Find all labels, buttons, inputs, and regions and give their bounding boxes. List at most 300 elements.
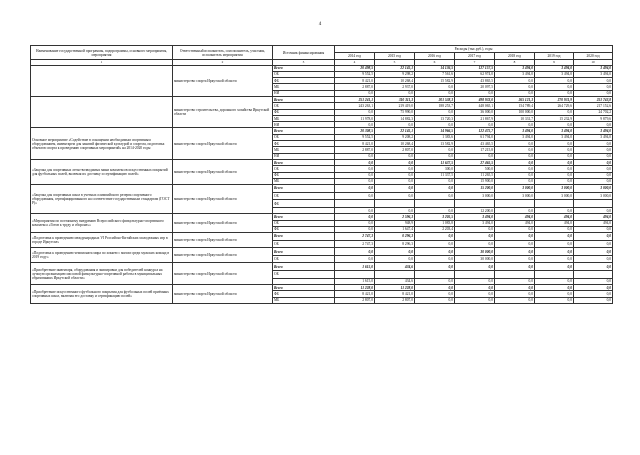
amount-cell: 0,0 — [535, 159, 574, 165]
column-number: 7 — [455, 60, 495, 66]
amount-cell: 0,0 — [495, 291, 535, 297]
amount-cell: 15 232,9 — [535, 115, 574, 121]
program-name-cell: «Подготовка к проведению чемпионата мира по хоккею с мячом среди мужских команд в 2019 году» — [31, 248, 173, 263]
amount-cell: 0,0 — [535, 263, 574, 271]
funding-source-cell: Всего — [273, 159, 335, 165]
amount-cell: 494,0 — [495, 220, 535, 226]
funding-source-cell: ФБ — [273, 172, 335, 178]
amount-cell: 9 298,2 — [375, 71, 415, 77]
amount-cell: 11 228,0 — [335, 284, 375, 290]
amount-cell: 0,0 — [574, 291, 613, 297]
amount-cell: 0,0 — [574, 255, 613, 263]
amount-cell: 494,0 — [535, 214, 574, 220]
amount-cell: 3 494,0 — [495, 71, 535, 77]
amount-cell: 61 794,0 — [455, 134, 495, 140]
amount-cell: 0,0 — [495, 122, 535, 128]
funding-source-cell: Всего — [273, 233, 335, 241]
funding-source-cell: Всего — [273, 65, 335, 71]
amount-cell: 0,0 — [574, 178, 613, 184]
amount-cell: 0,0 — [495, 166, 535, 172]
amount-cell: 0,0 — [535, 297, 574, 303]
amount-cell: 21 867,9 — [455, 115, 495, 121]
amount-cell: 0,0 — [574, 278, 613, 284]
amount-cell: 3 494,0 — [455, 220, 495, 226]
amount-cell: 3 494,0 — [574, 65, 613, 71]
amount-cell — [574, 271, 613, 279]
funding-source-cell: ОБ — [273, 103, 335, 109]
executor-cell: министерство спорта Иркутской области — [173, 263, 273, 284]
amount-cell: 0,0 — [335, 90, 375, 96]
amount-cell: 494,0 — [495, 214, 535, 220]
amount-cell: 0,0 — [574, 172, 613, 178]
amount-cell: 13 582,9 — [415, 141, 455, 147]
column-number: 1 — [31, 60, 173, 66]
amount-cell: 0,0 — [375, 192, 415, 200]
column-number: 3 — [273, 60, 335, 66]
amount-cell: 9 208,2 — [375, 134, 415, 140]
table-row — [31, 263, 613, 271]
amount-cell: 0,0 — [574, 284, 613, 290]
amount-cell: 0,0 — [335, 178, 375, 184]
amount-cell: 0,0 — [495, 159, 535, 165]
amount-cell: 0,0 — [335, 185, 375, 193]
amount-cell — [455, 200, 495, 208]
amount-cell: 100 000,0 — [495, 109, 535, 115]
amount-cell: 62 974,0 — [455, 71, 495, 77]
amount-cell: 0,0 — [495, 263, 535, 271]
amount-cell: 0,0 — [574, 240, 613, 248]
amount-cell: 251 241,1 — [335, 96, 375, 102]
amount-cell: 0,0 — [535, 78, 574, 84]
column-number: 9 — [535, 60, 574, 66]
amount-cell: 0,0 — [535, 255, 574, 263]
amount-cell: 24 702,2 — [574, 109, 613, 115]
amount-cell: 0,0 — [535, 90, 574, 96]
amount-cell: 14 136,5 — [415, 65, 455, 71]
amount-cell: 0,0 — [375, 122, 415, 128]
amount-cell: 243 263,1 — [335, 103, 375, 109]
table-row — [31, 233, 613, 241]
amount-cell: 3 205,5 — [415, 214, 455, 220]
amount-cell: 3 000,0 — [495, 185, 535, 193]
amount-cell: 15 200,0 — [455, 185, 495, 193]
funding-source-cell: ФБ — [273, 291, 335, 297]
amount-cell: 0,0 — [335, 172, 375, 178]
amount-cell: 43 465,5 — [455, 141, 495, 147]
amount-cell: 0,0 — [455, 297, 495, 303]
executor-cell: министерство спорта Иркутской области — [173, 248, 273, 263]
amount-cell: 0,0 — [535, 291, 574, 297]
amount-cell: 0,0 — [335, 214, 375, 220]
amount-cell: 0,0 — [495, 226, 535, 232]
amount-cell: 0,0 — [535, 178, 574, 184]
table-row — [31, 185, 613, 193]
funding-source-cell: Всего — [273, 214, 335, 220]
amount-cell: 0,0 — [415, 248, 455, 256]
amount-cell: 0,0 — [574, 226, 613, 232]
amount-cell: 0,0 — [535, 284, 574, 290]
amount-cell: 8 296,3 — [375, 240, 415, 248]
header-year: 2016 год — [415, 53, 455, 60]
amount-cell: 494,0 — [535, 220, 574, 226]
funding-source-cell: ОБ — [273, 255, 335, 263]
header-year: 2015 год — [375, 53, 415, 60]
amount-cell: 1 615,0 — [335, 278, 375, 284]
amount-cell: 20 097,5 — [455, 84, 495, 90]
amount-cell: 300,0 — [415, 166, 455, 172]
amount-cell: 0,0 — [335, 192, 375, 200]
amount-cell: 0,0 — [574, 248, 613, 256]
funding-source-cell: МБ — [273, 178, 335, 184]
funding-source-cell: ОБ — [273, 71, 335, 77]
amount-cell: 3 000,0 — [535, 185, 574, 193]
amount-cell: 0,0 — [415, 185, 455, 193]
amount-cell: 0,0 — [574, 263, 613, 271]
amount-cell: 0,0 — [415, 84, 455, 90]
amount-cell: 0,0 — [535, 233, 574, 241]
amount-cell: 0,0 — [455, 90, 495, 96]
amount-cell: 0,0 — [415, 153, 455, 159]
amount-cell: 30 000,0 — [455, 248, 495, 256]
amount-cell: 3 494,0 — [535, 134, 574, 140]
amount-cell: 2 807,0 — [375, 147, 415, 153]
amount-cell: 0,0 — [455, 240, 495, 248]
amount-cell: 20 308,5 — [335, 128, 375, 134]
amount-cell: 0,0 — [455, 233, 495, 241]
amount-cell — [335, 200, 375, 208]
amount-cell: 127 157,5 — [455, 65, 495, 71]
amount-cell: 17 215,8 — [455, 147, 495, 153]
amount-cell: 0,0 — [335, 122, 375, 128]
amount-cell: 0,0 — [415, 147, 455, 153]
amount-cell: 0,0 — [495, 84, 535, 90]
program-name-cell: «Приобретение инвентаря, оборудования и экипировки для победителей конкурса на лучшую организацию массовой физкультурно-спортивной работы в муниципальных образованиях Иркутской области» — [31, 263, 173, 284]
funding-source-cell: ОБ — [273, 166, 335, 172]
funding-source-cell: МБ — [273, 84, 335, 90]
program-name-cell: Основное мероприятие «Содействие в оснащении необходимым спортивным оборудованием, инвентарем для занятий физической культурой и спортом, подготовка объектов спорта к проведению спортивных мероприятий» на 2014-2020 годы — [31, 128, 173, 159]
header-year: 2014 год — [335, 53, 375, 60]
amount-cell: 8 421,0 — [335, 141, 375, 147]
amount-cell: 3 494,0 — [535, 65, 574, 71]
amount-cell: 13 720,3 — [415, 115, 455, 121]
header-year: 2020 год — [574, 53, 613, 60]
amount-cell: 3 494,0 — [574, 134, 613, 140]
amount-cell: 0,0 — [574, 147, 613, 153]
amount-cell: 14 882,3 — [375, 115, 415, 121]
amount-cell: 0,0 — [455, 263, 495, 271]
amount-cell: 3 494,0 — [495, 134, 535, 140]
amount-cell: 434,6 — [375, 278, 415, 284]
amount-cell — [335, 271, 375, 279]
funding-source-cell: МБ — [273, 147, 335, 153]
amount-cell: 8 421,0 — [375, 291, 415, 297]
amount-cell: 0,0 — [335, 159, 375, 165]
amount-cell: 0,0 — [535, 278, 574, 284]
amount-cell: 0,0 — [574, 141, 613, 147]
header-year: 2018 год — [495, 53, 535, 60]
funding-source-cell: ОБ — [273, 134, 335, 140]
column-number: 6 — [415, 60, 455, 66]
amount-cell: 0,0 — [495, 90, 535, 96]
amount-cell — [495, 271, 535, 279]
amount-cell: 3 000,0 — [535, 192, 574, 200]
executor-cell: министерство строительства, дорожного хозяйства Иркутской области — [173, 96, 273, 127]
amount-cell: 0,0 — [415, 240, 455, 248]
amount-cell: 264 729,6 — [535, 103, 574, 109]
amount-cell: 0,0 — [335, 220, 375, 226]
amount-cell: 0,0 — [535, 141, 574, 147]
column-number: 8 — [495, 60, 535, 66]
amount-cell: 3 000,0 — [574, 192, 613, 200]
funding-source-cell: ФБ — [273, 200, 335, 208]
amount-cell: 0,0 — [535, 147, 574, 153]
amount-cell: 2 807,0 — [335, 297, 375, 303]
amount-cell: 0,0 — [574, 122, 613, 128]
program-name-cell — [31, 65, 173, 96]
amount-cell: 2 937,0 — [375, 84, 415, 90]
amount-cell: 3 000,0 — [455, 192, 495, 200]
funding-source-cell: Всего — [273, 128, 335, 134]
amount-cell: 265 121,3 — [495, 96, 535, 102]
amount-cell: 8 421,0 — [335, 291, 375, 297]
amount-cell: 0,0 — [455, 278, 495, 284]
amount-cell: 201 538,3 — [415, 96, 455, 102]
executor-cell: министерство спорта Иркутской области — [173, 159, 273, 184]
amount-cell: 0,0 — [375, 178, 415, 184]
amount-cell: 0,0 — [535, 248, 574, 256]
amount-cell: 2 807,0 — [375, 297, 415, 303]
amount-cell: 0,0 — [535, 226, 574, 232]
amount-cell: 0,0 — [335, 255, 375, 263]
program-name-cell: «Закупка для спортивных легко-возводимых мини комплексов искусственных покрытий для футбольных полей, включая их доставку и сертификацию полей» — [31, 159, 173, 184]
amount-cell: 0,0 — [495, 284, 535, 290]
amount-cell: 0 296,3 — [375, 233, 415, 241]
amount-cell: 0,0 — [415, 255, 455, 263]
amount-cell: 0,0 — [495, 248, 535, 256]
amount-cell: 22 145,1 — [375, 128, 415, 134]
amount-cell: 310 311,3 — [375, 96, 415, 102]
funding-source-cell: ОБ — [273, 271, 335, 279]
amount-cell: 0,0 — [495, 141, 535, 147]
amount-cell: 1 383,6 — [415, 134, 455, 140]
amount-cell: 0,0 — [415, 263, 455, 271]
amount-cell: 0,0 — [375, 255, 415, 263]
amount-cell: 0,0 — [495, 278, 535, 284]
amount-cell: 15 900,0 — [455, 178, 495, 184]
amount-cell: 0,0 — [335, 166, 375, 172]
amount-cell: 0,0 — [574, 153, 613, 159]
amount-cell: 122 475,7 — [455, 128, 495, 134]
amount-cell: 15 582,9 — [415, 78, 455, 84]
amount-cell: 948,9 — [375, 220, 415, 226]
amount-cell: 0,0 — [335, 109, 375, 115]
amount-cell: 0,0 — [495, 255, 535, 263]
funding-source-cell: ФБ — [273, 141, 335, 147]
amount-cell: 14 966,5 — [415, 128, 455, 134]
amount-cell: 3 000,0 — [574, 185, 613, 193]
amount-cell: 0,0 — [495, 233, 535, 241]
amount-cell: 0,0 — [535, 172, 574, 178]
amount-cell: 3 494,0 — [535, 71, 574, 77]
amount-cell: 0,0 — [375, 166, 415, 172]
amount-cell: 36 000,0 — [455, 109, 495, 115]
amount-cell: 0,0 — [375, 153, 415, 159]
amount-cell: 11 265,5 — [455, 172, 495, 178]
funding-source-cell: МБ — [273, 115, 335, 121]
amount-cell: 2 887,0 — [335, 84, 375, 90]
amount-cell: 0,0 — [495, 178, 535, 184]
column-number: 4 — [335, 60, 375, 66]
executor-cell: министерство спорта Иркутской области — [173, 284, 273, 303]
executor-cell: министерство спорта Иркутской области — [173, 214, 273, 233]
amount-cell — [415, 200, 455, 208]
amount-cell: 0,0 — [415, 207, 455, 213]
funding-source-cell: Всего — [273, 284, 335, 290]
amount-cell: 3 494,0 — [495, 65, 535, 71]
amount-cell: 1 615,0 — [335, 263, 375, 271]
amount-cell: 1 647,4 — [375, 226, 415, 232]
amount-cell: 0,0 — [455, 153, 495, 159]
amount-cell: 0,0 — [455, 291, 495, 297]
funding-source-cell: НИ — [273, 153, 335, 159]
amount-cell: 0,0 — [335, 153, 375, 159]
amount-cell: 251 743,8 — [574, 96, 613, 102]
program-name-cell: «Закупка для спортивных школ в учетных олимпийского резерва спортивного оборудования, сертифицированного на соответствие государственным стандартам (ГОСТ Р)» — [31, 185, 173, 214]
funding-source-cell: Всего — [273, 96, 335, 102]
amount-cell: 22 145,1 — [375, 65, 415, 71]
amount-cell: 3 494,0 — [495, 128, 535, 134]
amount-cell: 188 253,7 — [415, 103, 455, 109]
amount-cell: 20 498,5 — [335, 65, 375, 71]
amount-cell: 0,0 — [535, 240, 574, 248]
amount-cell: 0,0 — [415, 109, 455, 115]
program-name-cell: «Подготовка к проведению международных VI Российско-Китайских молодежных игр в городе Иркутске» — [31, 233, 173, 248]
amount-cell: 75 990,0 — [375, 109, 415, 115]
amount-cell: 11 637,5 — [415, 159, 455, 165]
amount-cell: 0,0 — [495, 207, 535, 213]
amount-cell: 0,0 — [415, 284, 455, 290]
amount-cell: 0,0 — [335, 226, 375, 232]
amount-cell: 0,0 — [375, 172, 415, 178]
amount-cell: 0,0 — [495, 147, 535, 153]
funding-source-cell: НИ — [273, 122, 335, 128]
amount-cell: 0,0 — [574, 207, 613, 213]
amount-cell: 9 552,5 — [335, 71, 375, 77]
amount-cell: 12 200,0 — [455, 207, 495, 213]
amount-cell: 0,0 — [375, 207, 415, 213]
funding-source-cell: МБ — [273, 297, 335, 303]
amount-cell: 494,0 — [574, 214, 613, 220]
column-number: 2 — [173, 60, 273, 66]
amount-cell: 0,0 — [375, 90, 415, 96]
amount-cell: 0,0 — [375, 248, 415, 256]
amount-cell: 500,0 — [455, 166, 495, 172]
amount-cell: 0,0 — [415, 90, 455, 96]
funding-source-cell: ФБ — [273, 78, 335, 84]
amount-cell: 0,0 — [535, 122, 574, 128]
amount-cell: 0,0 — [415, 192, 455, 200]
amount-cell — [455, 271, 495, 279]
amount-cell: 448 065,1 — [455, 103, 495, 109]
amount-cell: 0,0 — [375, 159, 415, 165]
amount-cell: 27 465,5 — [455, 159, 495, 165]
amount-cell — [535, 271, 574, 279]
amount-cell: 0,0 — [415, 233, 455, 241]
amount-cell: 0,0 — [415, 291, 455, 297]
executor-cell: министерство спорта Иркутской области — [173, 233, 273, 248]
funding-source-cell: НИ — [273, 90, 335, 96]
header-source: Источник финансирования — [273, 46, 335, 60]
header-executor: Ответственный исполнитель, соисполнитель, участник, исполнитель мероприятия — [173, 46, 273, 60]
amount-cell: 0,0 — [535, 153, 574, 159]
amount-cell: 7 561,6 — [415, 71, 455, 77]
header-year: 2017 год — [455, 53, 495, 60]
column-number: 10 — [574, 60, 613, 66]
amount-cell: 0,0 — [335, 248, 375, 256]
amount-cell: 0,0 — [455, 284, 495, 290]
amount-cell: 10 268,4 — [375, 78, 415, 84]
funding-source-cell: ФБ — [273, 109, 335, 115]
amount-cell: 2 203,4 — [415, 226, 455, 232]
amount-cell: 270 931,9 — [535, 96, 574, 102]
amount-cell: 0,0 — [495, 78, 535, 84]
amount-cell — [375, 200, 415, 208]
amount-cell — [535, 200, 574, 208]
amount-cell: 0,0 — [495, 153, 535, 159]
amount-cell: 0,0 — [495, 297, 535, 303]
amount-cell: 3 494,0 — [535, 128, 574, 134]
amount-cell — [495, 200, 535, 208]
executor-cell: министерство спорта Иркутской области — [173, 65, 273, 96]
amount-cell: 3 494,0 — [574, 71, 613, 77]
amount-cell: 0,0 — [574, 78, 613, 84]
amount-cell: 0,0 — [535, 166, 574, 172]
amount-cell — [375, 271, 415, 279]
program-name-cell: «Мероприятия по поэтапному внедрению Всероссийского физкультурно-спортивного комплекса «Готов к труду и обороне»» — [31, 214, 173, 233]
amount-cell: 494,0 — [574, 220, 613, 226]
amount-cell: 0,0 — [415, 122, 455, 128]
amount-cell: 10 331,7 — [495, 115, 535, 121]
header-expenses: Расходы (тыс.руб.), годы — [335, 46, 613, 53]
funding-source-cell: ОБ — [273, 192, 335, 200]
amount-cell: 498 933,0 — [455, 96, 495, 102]
amount-cell: 0,0 — [574, 166, 613, 172]
table-row — [31, 248, 613, 256]
amount-cell: 0,0 — [574, 159, 613, 165]
header-year: 2019 год — [535, 53, 574, 60]
program-name-cell: «Приобретение искусственного футбольного покрытия для футбольных полей приёмных спортивных школ, включая его доставку и сертификацию полей» — [31, 284, 173, 303]
amount-cell: 2 596,3 — [375, 214, 415, 220]
funding-source-cell: Всего — [273, 263, 335, 271]
amount-cell: 0,0 — [574, 84, 613, 90]
amount-cell: 0,0 — [375, 185, 415, 193]
funding-source-cell: ОБ — [273, 240, 335, 248]
program-name-cell — [31, 96, 173, 127]
amount-cell: 3 494,0 — [455, 214, 495, 220]
amount-cell: 11 228,0 — [375, 284, 415, 290]
amount-cell: 154 789,4 — [495, 103, 535, 109]
amount-cell: 0,0 — [495, 240, 535, 248]
executor-cell: министерство спорта Иркутской области — [173, 185, 273, 214]
header-program: Наименование государственной программы, подпрограммы, основного мероприятия, мероприятия — [31, 46, 173, 60]
amount-cell: 2 747,3 — [335, 240, 375, 248]
amount-cell: 1 083,8 — [415, 220, 455, 226]
funding-source-cell: ОБ — [273, 220, 335, 226]
amount-cell: 3 000,0 — [495, 192, 535, 200]
amount-cell: 2 887,0 — [335, 147, 375, 153]
funding-source-cell: ФБ — [273, 226, 335, 232]
amount-cell: 11 978,0 — [335, 115, 375, 121]
